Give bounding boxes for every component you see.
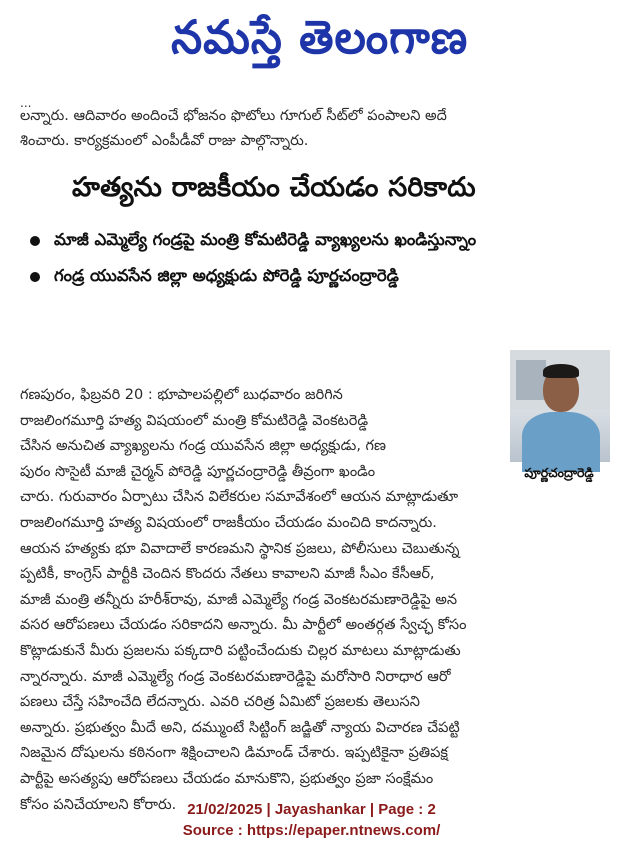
bullet-icon <box>30 272 40 282</box>
article-headline: హత్యను రాజకీయం చేయడం సరికాదు <box>72 172 476 203</box>
body-line: గణపురం, ఫిబ్రవరి 20 : భూపాలపల్లిలో బుధవారం జరిగిన <box>20 387 343 403</box>
subheading-bullets <box>26 224 606 296</box>
body-line: నిజమైన దోషులను కఠినంగా శిక్షించాలని డిమాండ్ చేశారు. ఇప్పటికైనా ప్రతిపక్ష <box>20 745 448 762</box>
body-line: రాజలింగమూర్తి హత్య విషయంలో రాజకీయం చేయడం మంచిది కాదన్నారు. <box>20 514 437 531</box>
body-line: పణలు చేస్తే సహించేది లేదన్నారు. ఎవరి చరిత్ర ఏమిటో ప్రజలకు తెలుసని <box>20 694 420 711</box>
newspaper-masthead <box>105 8 535 78</box>
cut-off-line: ... <box>20 96 32 110</box>
bullet-text: గండ్ర యువసేన జిల్లా అధ్యక్షుడు పోరెడ్డి పూర్ణచంద్రారెడ్డి <box>54 265 399 285</box>
fragment-line-1: లన్నారు. ఆదివారం అందించే భోజనం ఫొటోలు గూగుల్ సీట్‌లో పంపాలని అదే <box>20 108 447 124</box>
photo-hair <box>543 364 579 378</box>
bullet-item <box>26 260 606 294</box>
body-line: చారు. గురువారం ఏర్పాటు చేసిన విలేకరుల సమావేశంలో ఆయన మాట్లాడుతూ <box>20 489 459 506</box>
fragment-line-2: శించారు. కార్యక్రమంలో ఎంపీడీవో రాజు పాల్గొన్నారు. <box>20 133 309 149</box>
body-line: పార్టీపై అసత్యపు ఆరోపణలు చేయడం మానుకొని, ప్రభుత్వం ప్రజా సంక్షేమం <box>20 770 434 787</box>
footer-source-line: Source : https://epaper.ntnews.com/ <box>182 822 441 839</box>
bullet-item <box>26 224 606 258</box>
body-line: అన్నారు. ప్రభుత్వం మీదే అని, దమ్ముంటే సిట్టింగ్ జడ్జితో న్యాయ విచారణ చేపట్టి <box>20 719 460 736</box>
body-line: ప్పటికీ, కాంగ్రెస్ పార్టీకి చెందిన కొందరు నేతలు కావాలని మాజీ సీఎం కేసీఆర్, <box>20 566 435 583</box>
body-line: పురం సొసైటీ మాజీ చైర్మన్ పోరెడ్డి పూర్ణచంద్రారెడ్డి తీవ్రంగా ఖండిం <box>20 463 376 480</box>
body-line: కొట్లాడుకునే మీరు ప్రజలను పక్కదారి పట్టించేందుకు చిల్లర మాటలు మాట్లాడుతు <box>20 642 461 659</box>
body-line: మాజీ మంత్రి తన్నీరు హరీశ్‌రావు, మాజీ ఎమ్మెల్యే గండ్ర వెంకటరమణారెడ్డిపై అన <box>20 591 458 608</box>
footer-date-line: 21/02/2025 | Jayashankar | Page : 2 <box>187 801 436 818</box>
body-line: చేసిన అనుచిత వ్యాఖ్యలను గండ్ర యువసేన జిల్లా అధ్యక్షుడు, గణ <box>20 438 386 455</box>
bullet-icon <box>30 236 40 246</box>
body-line: న్నారన్నారు. మాజీ ఎమ్మెల్యే గండ్ర వెంకటరమణారెడ్డిపై మరోసారి నిరాధార ఆరో <box>20 668 451 685</box>
body-line: వసర ఆరోపణలు చేయడం సరికాదని అన్నారు. మీ పార్టీలో అంతర్గత స్వేచ్ఛ కోసం <box>20 617 467 634</box>
body-line: ఆయన హత్యకు భూ వివాదాలే కారణమని స్థానిక ప్రజలు, పోలీసులు చెబుతున్న <box>20 540 460 557</box>
article-body <box>20 383 608 818</box>
photo-caption: పూర్ణచంద్రారెడ్డి <box>524 465 594 480</box>
body-line: రాజలింగమూర్తి హత్య విషయంలో మంత్రి కోమటిరెడ్డి వెంకటరెడ్డి <box>20 412 369 429</box>
masthead-title: నమస్తే తెలంగాణ <box>171 10 469 64</box>
previous-article-fragment <box>20 96 608 154</box>
bullet-text: మాజీ ఎమ్మెల్యే గండ్రపై మంత్రి కోమటిరెడ్డి వ్యాఖ్యలను ఖండిస్తున్నాం <box>54 229 477 249</box>
body-line: కోసం పనిచేయాలని కోరారు. <box>20 796 177 813</box>
